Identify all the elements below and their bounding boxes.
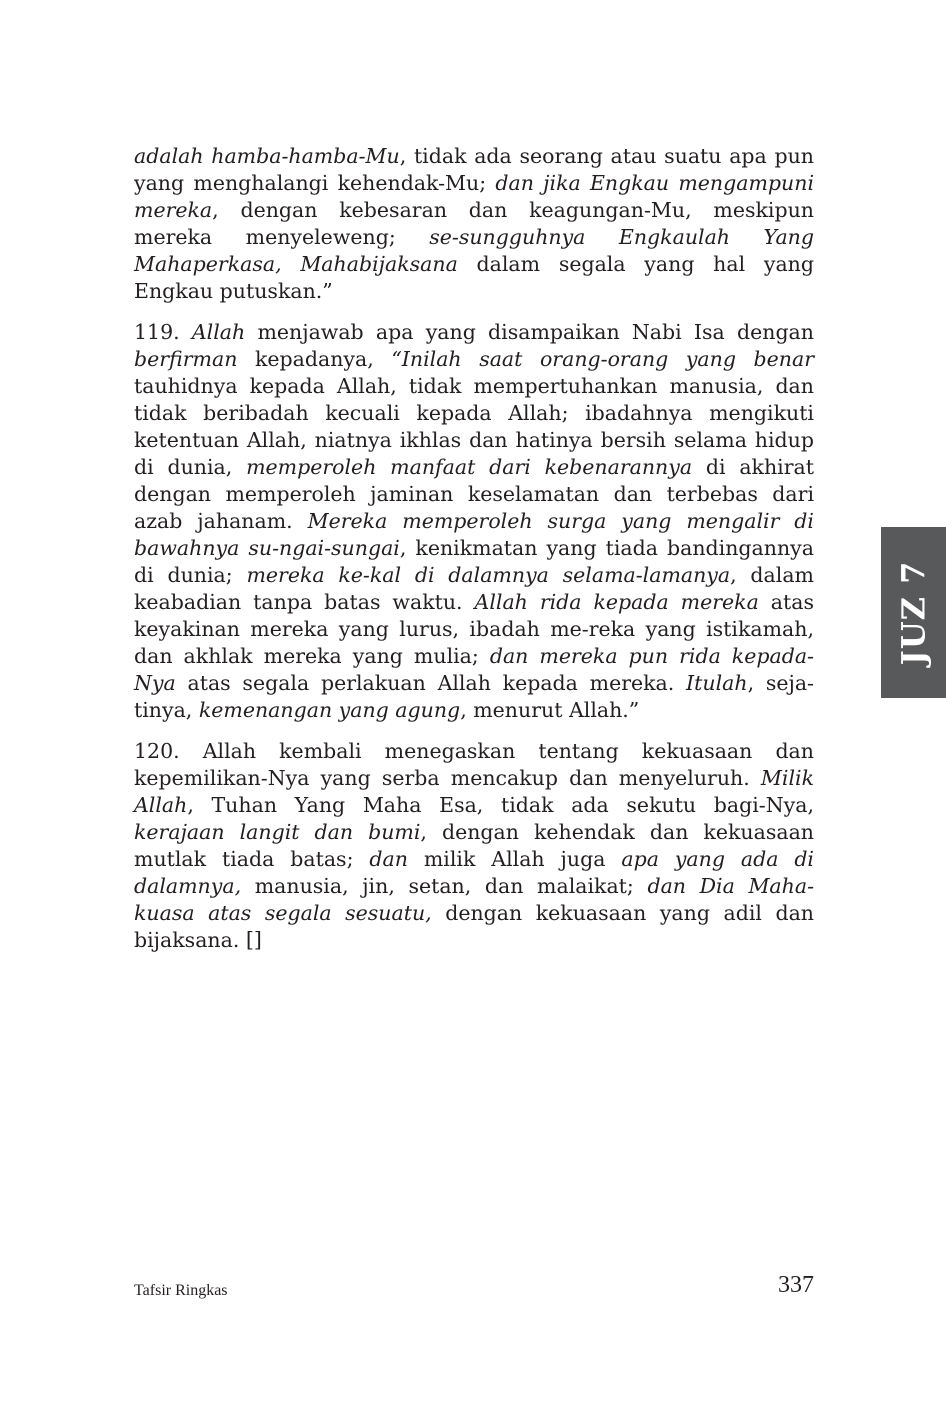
paragraph-118-continued <box>134 143 814 305</box>
text-run: atas segala perlakuan Allah kepada mereka. <box>175 671 687 695</box>
text-run: Milik Allah <box>134 766 814 817</box>
text-run: mereka ke-kal di dalamnya selama-lamanya <box>246 563 731 587</box>
text-run: , Tuhan Yang Maha Esa, tidak ada sekutu bagi-Nya, <box>187 793 814 817</box>
footer-book-title: Tafsir Ringkas <box>134 1282 228 1299</box>
text-run: , menurut Allah.” <box>460 698 640 722</box>
text-run: Allah rida kepada mereka <box>474 590 759 614</box>
text-run: Mereka memperoleh surga yang mengalir di bawahnya su-ngai-sungai <box>134 509 814 560</box>
text-run: dengan kekuasaan yang adil dan bijaksana. [] <box>134 901 814 952</box>
text-run: atas keyakinan mereka yang lurus, ibadah me-reka yang istikamah, dan akhlak mereka yang mulia; <box>134 590 815 668</box>
text-run: dan mereka pun rida kepada-Nya <box>134 644 814 695</box>
text-run: 119. <box>134 320 192 344</box>
paragraph-119 <box>134 319 814 724</box>
text-run: kemenangan yang agung <box>198 698 461 722</box>
text-run: Allah <box>191 320 246 344</box>
body-text <box>134 143 814 968</box>
text-run: manusia, jin, setan, dan malaikat; <box>241 874 648 898</box>
paragraph-120 <box>134 738 814 954</box>
text-run: , kenikmatan yang tiada bandingannya di dunia; <box>134 536 814 587</box>
text-run: 120. Allah kembali menegaskan tentang kekuasaan dan kepemilikan-Nya yang serba mencakup dan menyeluruh. <box>134 739 814 790</box>
text-run: , dengan kebesaran dan keagungan-Mu, meskipun mereka menyeleweng; <box>134 198 814 249</box>
text-run: , seja-tinya, <box>134 671 814 722</box>
text-run: tauhidnya kepada Allah, tidak mempertuhankan manusia, dan tidak beribadah kecuali kepada Allah; ibadahnya mengikuti ketentuan Allah, niatnya ikhlas dan hatinya bersih selama hidup di dunia, <box>134 374 814 479</box>
text-run: adalah hamba-hamba-Mu <box>134 144 400 168</box>
text-run: Itulah <box>686 671 748 695</box>
text-run: berfirman <box>134 347 238 371</box>
text-run: se-sungguhnya Engkaulah Yang Mahaperkasa, Mahabijaksana <box>134 225 814 276</box>
text-run: apa yang ada di dalamnya, <box>134 847 814 898</box>
text-run: , dalam keabadian tanpa batas waktu. <box>134 563 814 614</box>
text-run: di akhirat dengan memperoleh jaminan keselamatan dan terbebas dari azab jahanam. <box>134 455 814 533</box>
text-run: kerajaan langit dan bumi <box>134 820 421 844</box>
text-run: milik Allah juga <box>407 847 622 871</box>
text-run: menjawab apa yang disampaikan Nabi Isa dengan <box>245 320 814 344</box>
text-run: dalam segala yang hal yang Engkau putuskan.” <box>134 252 814 303</box>
text-run: , dengan kehendak dan kekuasaan mutlak tiada batas; <box>134 820 815 871</box>
text-run: , tidak ada seorang atau suatu apa pun yang menghalangi kehendak-Mu; <box>134 144 814 195</box>
text-run: “Inilah saat orang-orang yang benar <box>391 347 814 371</box>
page-number: 337 <box>778 1272 814 1298</box>
text-run: dan <box>369 847 408 871</box>
text-run: memperoleh manfaat dari kebenarannya <box>246 455 693 479</box>
juz-side-tab <box>881 527 946 698</box>
text-run: dan Dia Maha-kuasa atas segala sesuatu, <box>134 874 815 925</box>
text-run: kepadanya, <box>237 347 392 371</box>
juz-label: JUZ 7 <box>894 560 933 665</box>
text-run: dan jika Engkau mengampuni mereka <box>134 171 814 222</box>
